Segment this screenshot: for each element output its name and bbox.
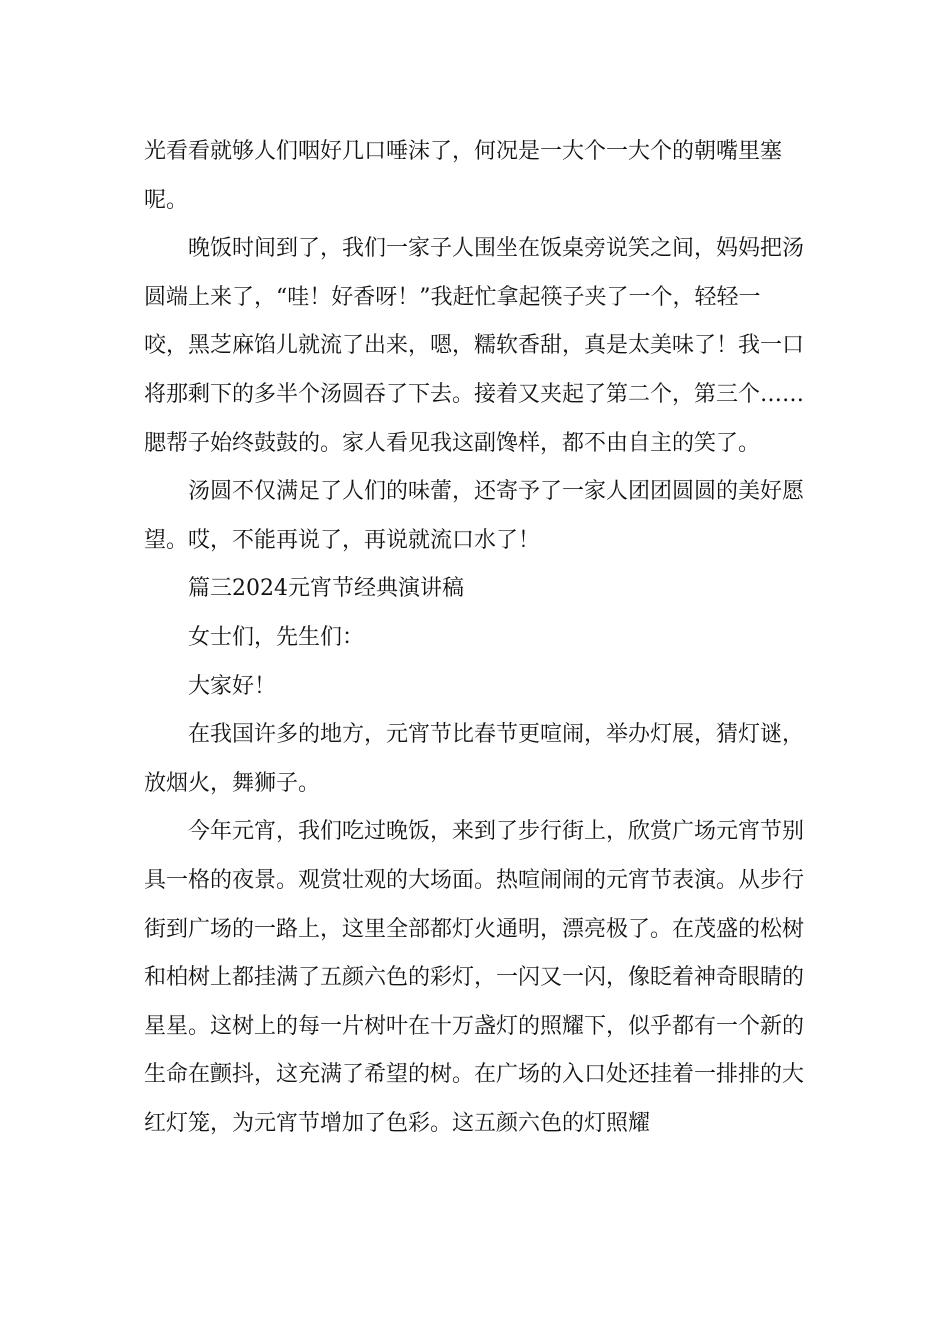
greeting: 大家好！ bbox=[188, 673, 277, 699]
paragraph-2: 晚饭时间到了，我们一家子人围坐在饭桌旁说笑之间，妈妈把汤圆端上来了，“哇！好香呀！”我赶忙拿起筷子夹了一个，轻轻一咬，黑芝麻馅儿就流了出来，嗯，糯软香甜，真是太美味了！我一口将那剩下的多半个汤圆吞了下去。接着又夹起了第二个，第三个……腮帮子始终鼓鼓的。家人看见我这副馋样，都不由自主的笑了。 bbox=[144, 236, 805, 456]
document-body bbox=[144, 128, 804, 1148]
paragraph-1: 光看看就够人们咽好几口唾沫了，何况是一大个一大个的朝嘴里塞呢。 bbox=[144, 139, 783, 213]
paragraph-4: 在我国许多的地方，元宵节比春节更喧闹，举办灯展，猜灯谜，放烟火，舞狮子。 bbox=[144, 722, 805, 796]
paragraph-5: 今年元宵，我们吃过晚饭，来到了步行街上，欣赏广场元宵节别具一格的夜景。观赏壮观的大场面。热喧闹闹的元宵节表演。从步行街到广场的一路上，这里全部都灯火通明，漂亮极了。在茂盛的松树和柏树上都挂满了五颜六色的彩灯，一闪又一闪，像眨着神奇眼睛的星星。这树上的每一片树叶在十万盏灯的照耀下，似乎都有一个新的生命在颤抖，这充满了希望的树。在广场的入口处还挂着一排排的大红灯笼，为元宵节增加了色彩。这五颜六色的灯照耀 bbox=[144, 819, 805, 1136]
section-heading: 篇三2024元宵节经典演讲稿 bbox=[188, 576, 464, 602]
salutation: 女士们，先生们： bbox=[188, 624, 365, 650]
paragraph-3: 汤圆不仅满足了人们的味蕾，还寄予了一家人团团圆圆的美好愿望。哎，不能再说了，再说就流口水了！ bbox=[144, 479, 805, 553]
